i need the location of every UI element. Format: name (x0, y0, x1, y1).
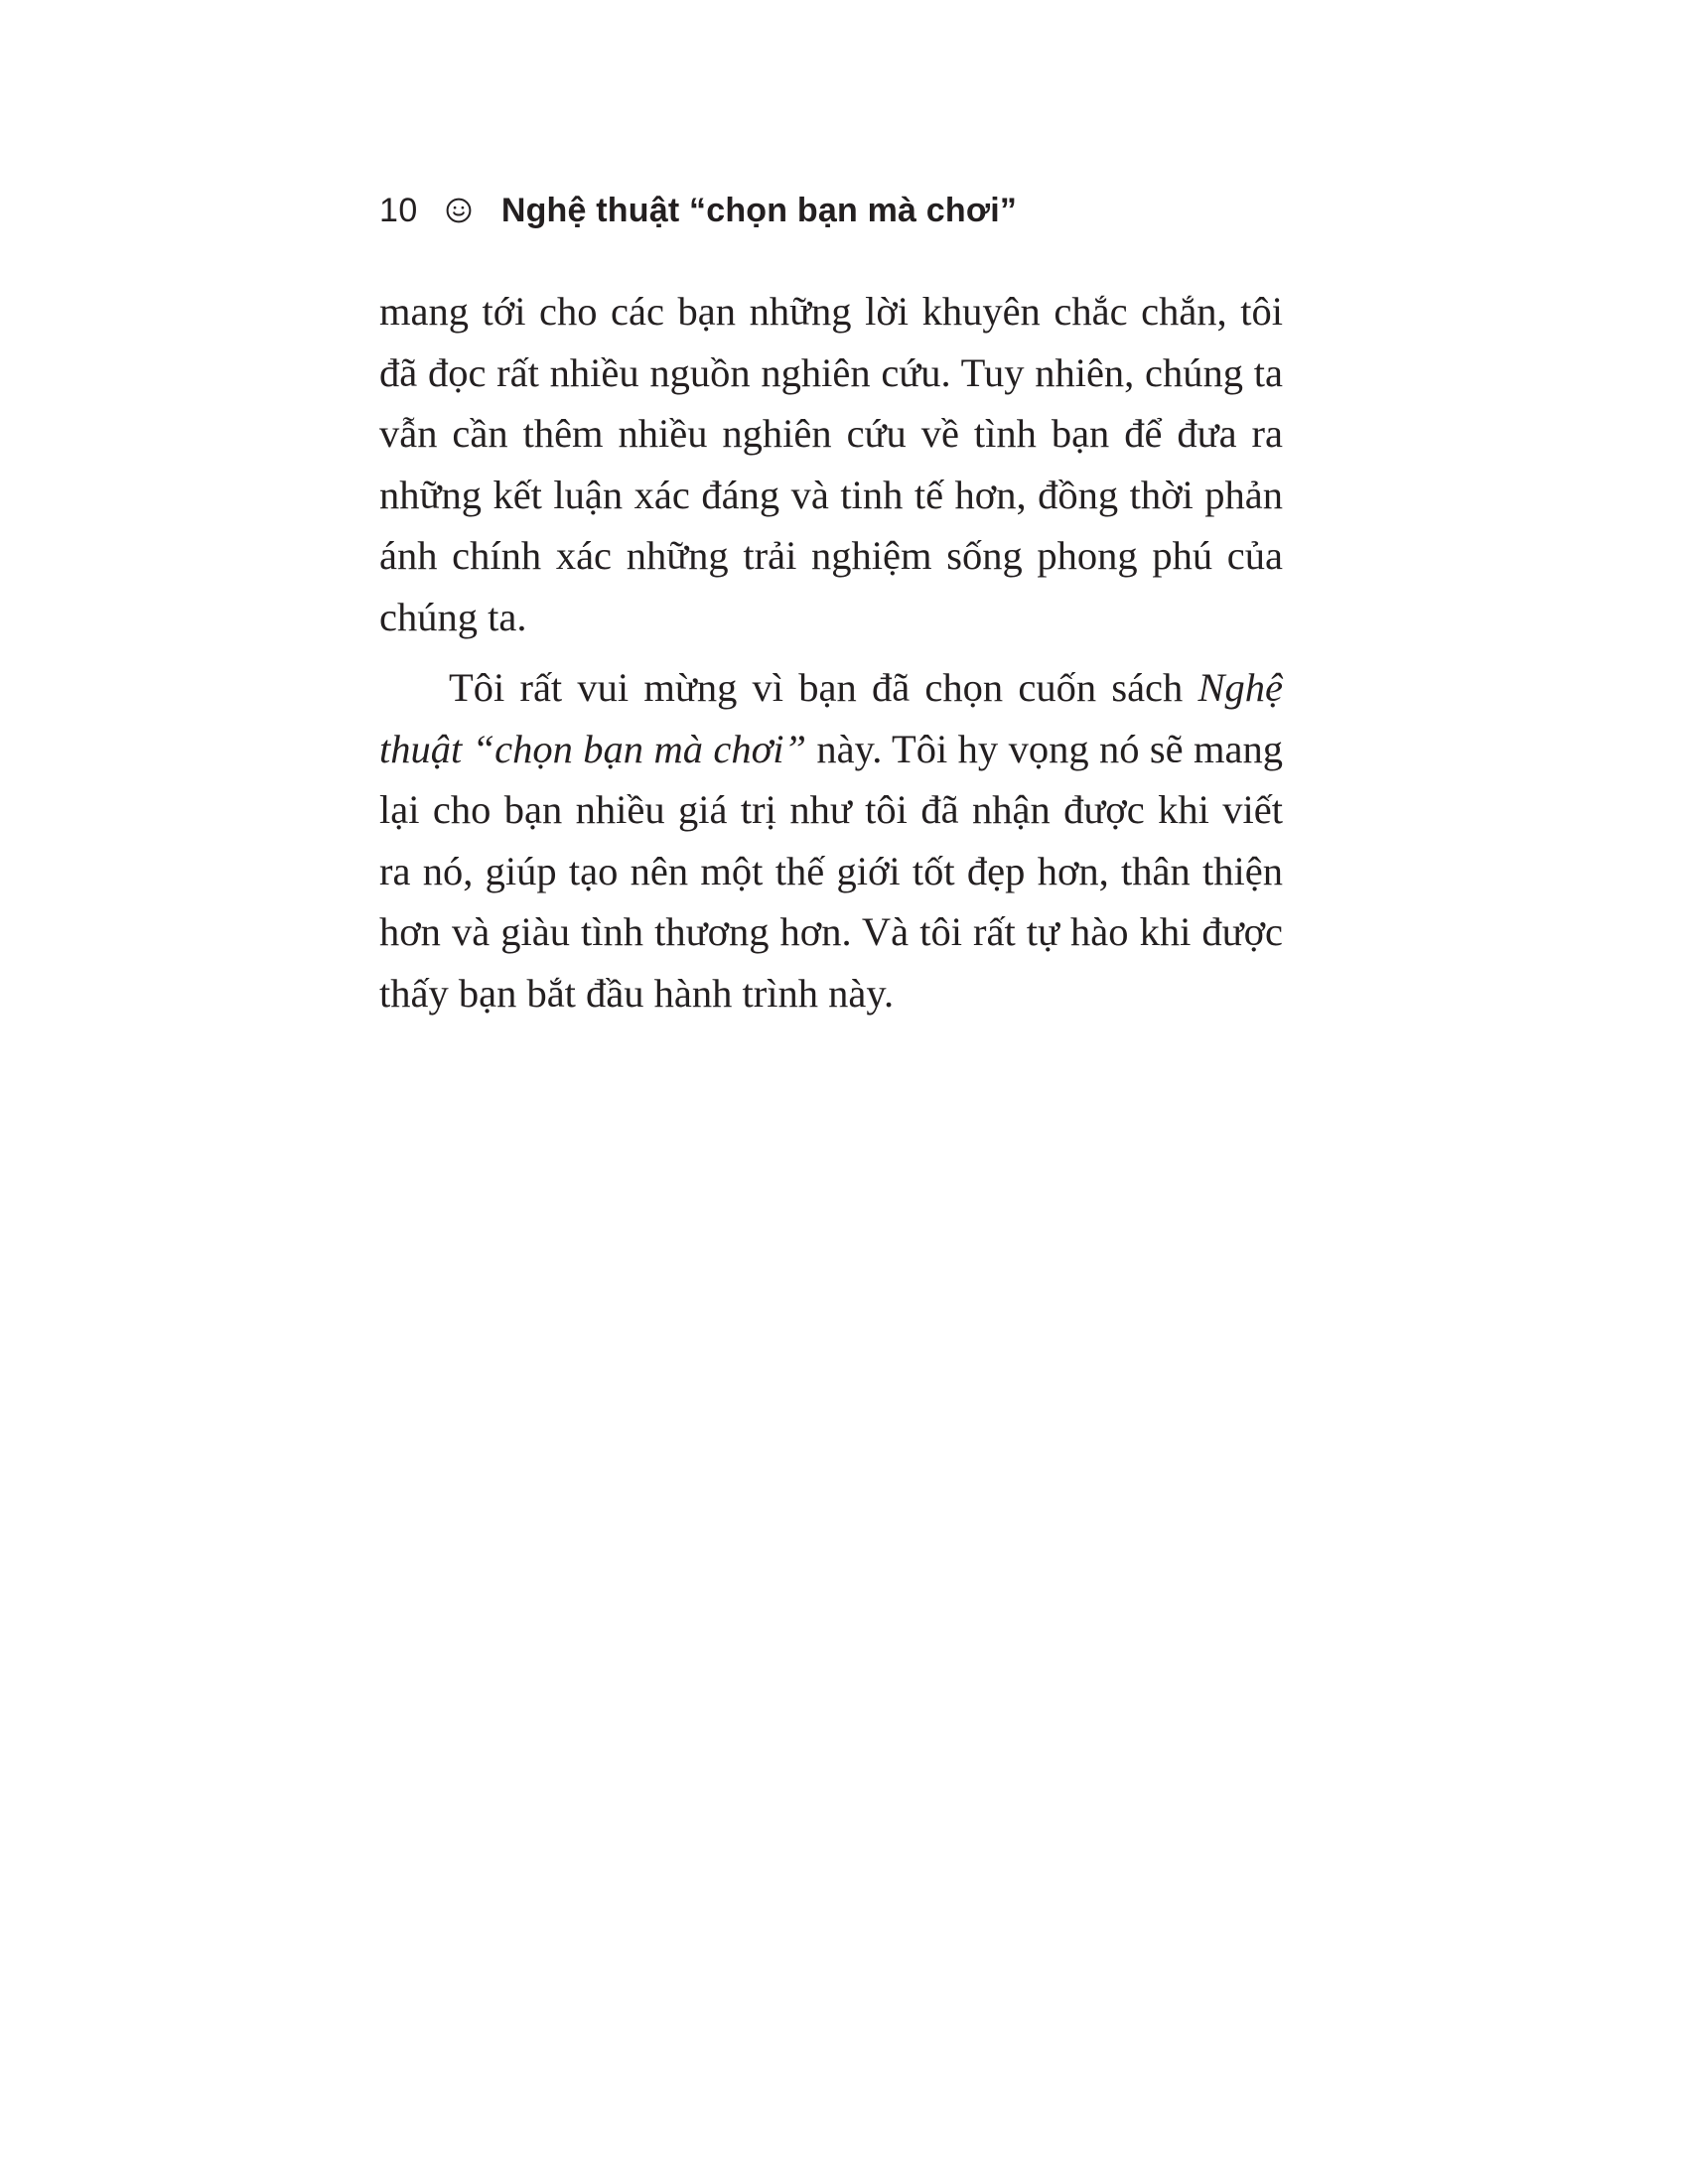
page-number: 10 (379, 192, 418, 229)
running-head (379, 185, 1017, 236)
body-text (379, 281, 1283, 1024)
running-head-title: Nghệ thuật “chọn bạn mà chơi” (500, 192, 1018, 229)
italic-book-title: Nghệ thuật “chọn bạn mà chơi” (379, 665, 1283, 771)
paragraph-2-text-after-title: này. Tôi hy vọng nó sẽ mang lại cho bạn nhiều giá trị như tôi đã nhận được khi viết ra nó, giúp tạo nên một thế giới tốt đẹp hơn, thân thiện hơn và giàu tình thương hơn. Và tôi rất tự hào khi được thấy bạn bắt đầu hành trình này. (379, 726, 1283, 1016)
smiley-icon (446, 198, 472, 223)
paragraph-2 (379, 657, 1283, 1024)
paragraph-2-text-before-title: Tôi rất vui mừng vì bạn đã chọn cuốn sách (449, 665, 1198, 710)
paragraph-1: mang tới cho các bạn những lời khuyên chắc chắn, tôi đã đọc rất nhiều nguồn nghiên cứu. Tuy nhiên, chúng ta vẫn cần thêm nhiều nghiên cứu về tình bạn để đưa ra những kết luận xác đáng và tinh tế hơn, đồng thời phản ánh chính xác những trải nghiệm sống phong phú của chúng ta. (379, 289, 1283, 639)
